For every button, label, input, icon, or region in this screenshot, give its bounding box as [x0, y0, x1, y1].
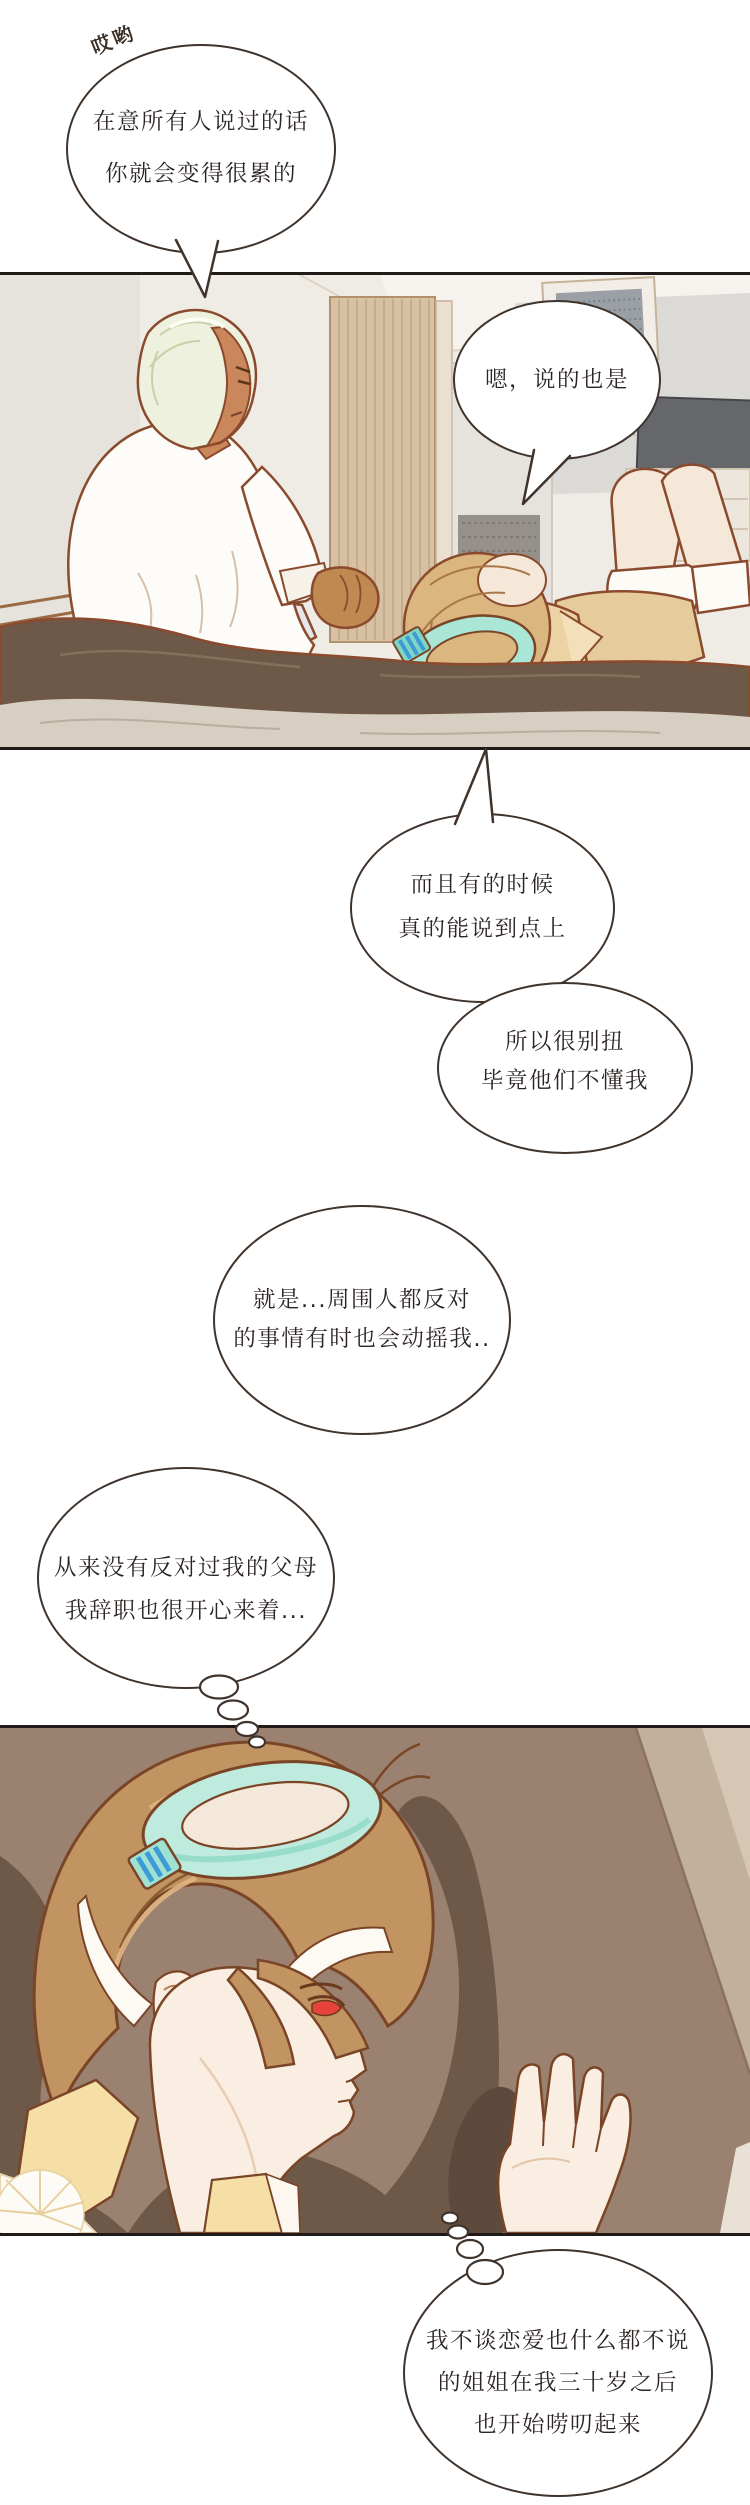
bubble-line: 所以很别扭	[504, 1029, 625, 1056]
bubble-line: 嗯，说的也是	[484, 366, 629, 393]
bubble-line: 就是...周围人都反对	[253, 1287, 471, 1314]
bubble-line: 而且有的时候	[410, 872, 555, 899]
eye	[312, 2001, 341, 2016]
sock	[692, 561, 750, 613]
speech-bubble-1	[66, 44, 336, 254]
flower	[0, 2170, 84, 2233]
bubble-line: 你就会变得很累的	[104, 161, 297, 187]
thought-bubble-6	[37, 1467, 335, 1689]
speech-bubble-4	[437, 982, 693, 1154]
thought-bubble-7	[403, 2249, 713, 2497]
bubble-line: 我不谈恋爱也什么都不说	[425, 2328, 690, 2355]
speech-bubble-2	[453, 300, 661, 460]
bubble-line: 毕竟他们不懂我	[480, 1068, 649, 1094]
bubble-line: 的事情有时也会动摇我..	[233, 1326, 491, 1352]
panel-2	[0, 1725, 750, 2236]
exclamation-text: 哎哟	[87, 20, 140, 60]
bubble-line: 在意所有人说过的话	[92, 109, 309, 136]
hand	[312, 567, 379, 627]
bubble-line: 真的能说到点上	[398, 916, 567, 942]
bubble-line: 的姐姐在我三十岁之后	[437, 2370, 678, 2397]
speech-bubble-3	[350, 813, 615, 1003]
panel-2-art	[0, 1728, 750, 2233]
bubble-line: 也开始唠叨起来	[473, 2411, 642, 2438]
bubble-line: 从来没有反对过我的父母	[53, 1554, 318, 1581]
bubble-line: 我辞职也很开心来着...	[65, 1598, 307, 1624]
speech-bubble-5	[213, 1205, 511, 1435]
